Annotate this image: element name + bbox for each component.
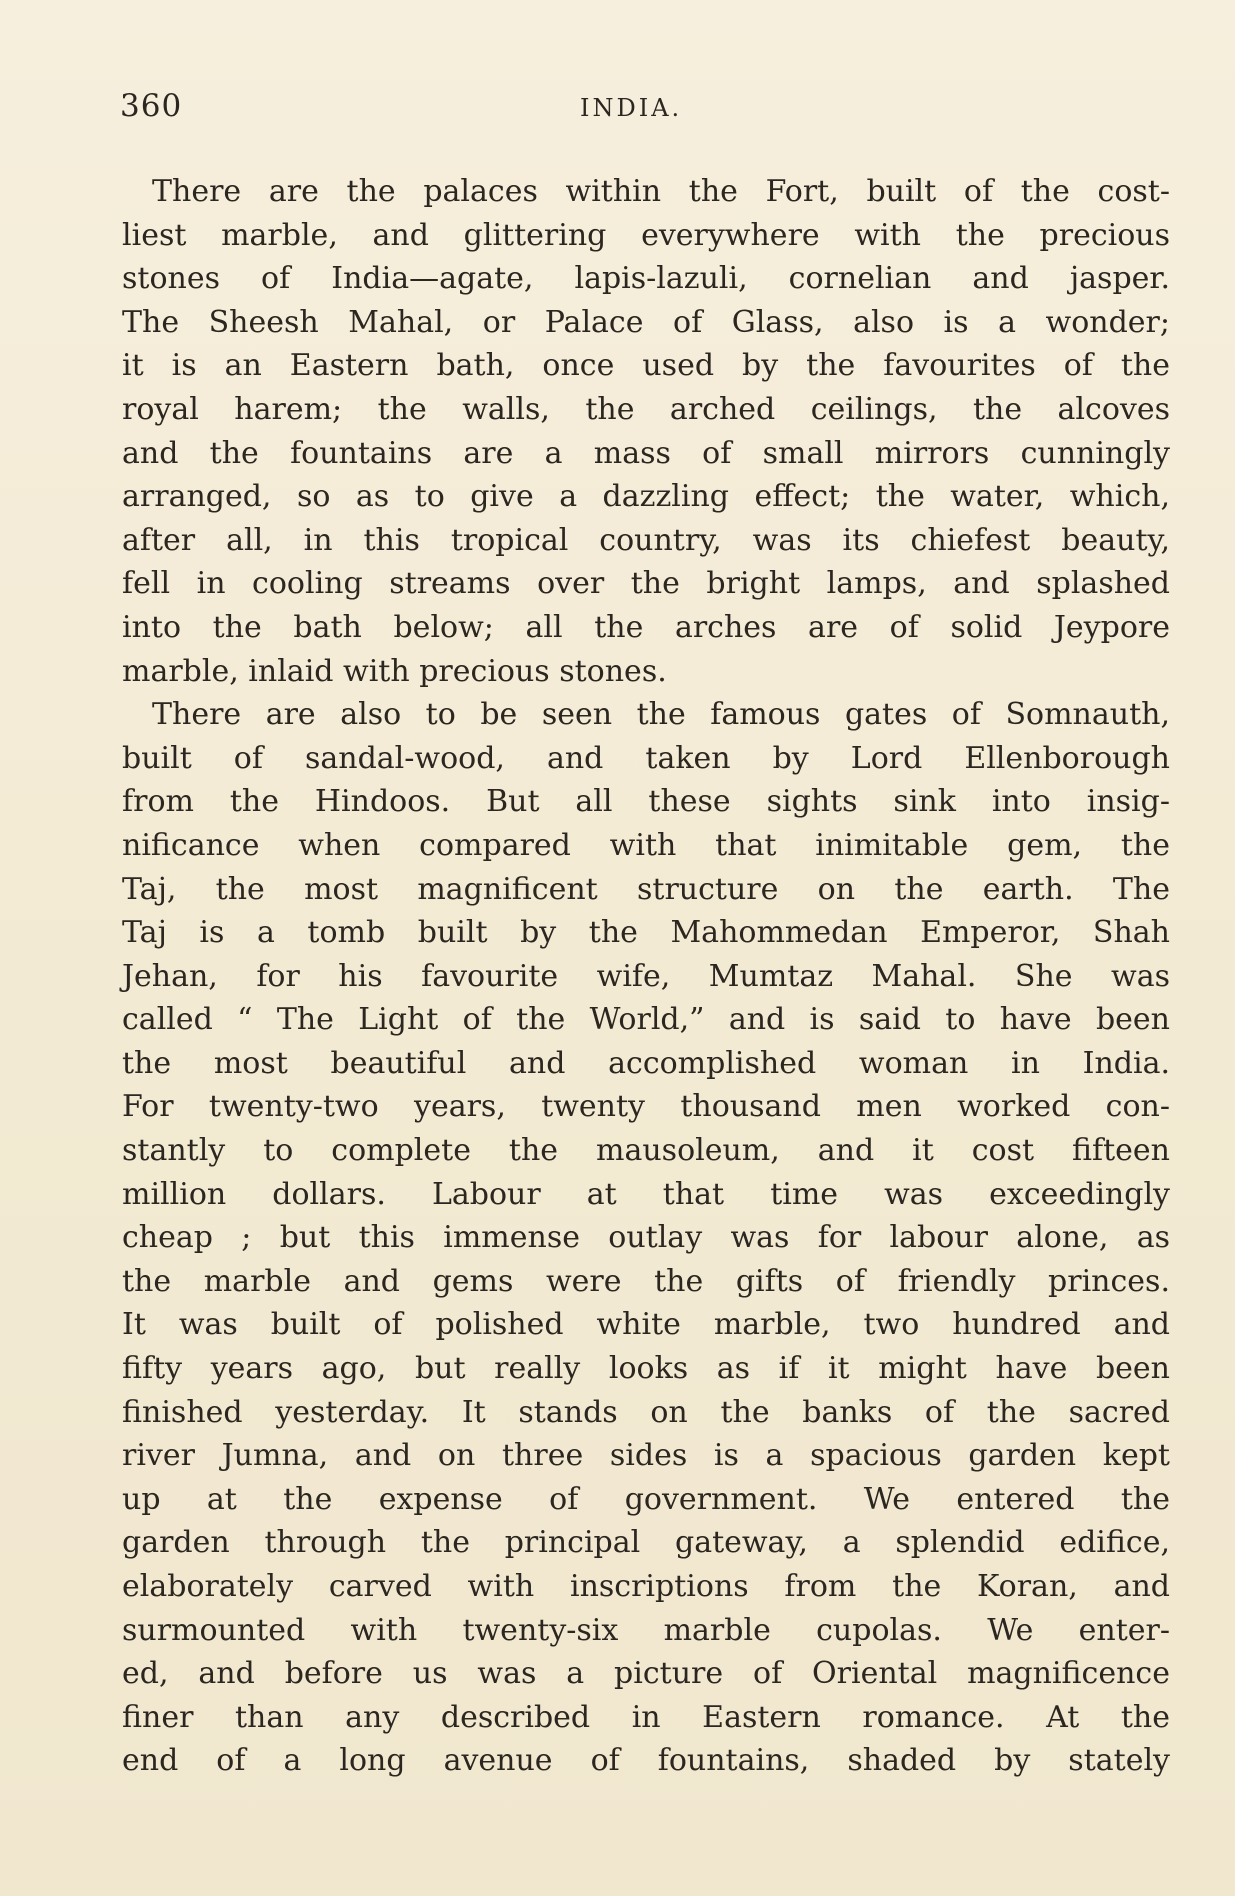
page-number: 360 <box>120 88 183 124</box>
text-line: the marble and gems were the gifts of friendly princes. <box>122 1263 1170 1299</box>
text-line: it is an Eastern bath, once used by the favourites of the <box>122 348 1170 384</box>
text-line: garden through the principal gateway, a splendid edifice, <box>122 1525 1170 1561</box>
text-line: fifty years ago, but really looks as if it might have been <box>122 1351 1170 1387</box>
text-line: river Jumna, and on three sides is a spacious garden kept <box>122 1438 1170 1474</box>
text-line: ed, and before us was a picture of Oriental magnificence <box>122 1656 1170 1692</box>
text-line: the most beautiful and accomplished woman in India. <box>122 1045 1170 1081</box>
text-line: liest marble, and glittering everywhere with the precious <box>122 217 1170 253</box>
text-line: cheap ; but this immense outlay was for labour alone, as <box>122 1220 1170 1256</box>
running-title: INDIA. <box>580 94 683 122</box>
paragraph-palaces <box>122 170 1170 693</box>
text-line: called “ The Light of the World,” and is said to have been <box>122 1002 1170 1038</box>
text-line: Taj is a tomb built by the Mahommedan Emperor, Shah <box>122 915 1170 951</box>
text-line: stantly to complete the mausoleum, and it cost fifteen <box>122 1133 1170 1169</box>
text-line: arranged, so as to give a dazzling effect; the water, which, <box>122 479 1170 515</box>
text-line: million dollars. Labour at that time was exceedingly <box>122 1176 1170 1212</box>
text-line: elaborately carved with inscriptions from the Koran, and <box>122 1569 1170 1604</box>
text-line: built of sandal-wood, and taken by Lord Ellenborough <box>122 740 1170 776</box>
text-line: There are the palaces within the Fort, built of the cost- <box>152 174 1170 209</box>
text-line: The Sheesh Mahal, or Palace of Glass, also is a wonder; <box>122 304 1170 340</box>
text-line: surmounted with twenty-six marble cupolas. We enter- <box>122 1612 1170 1648</box>
text-line: end of a long avenue of fountains, shaded by stately <box>122 1743 1170 1779</box>
text-line: finished yesterday. It stands on the banks of the sacred <box>122 1394 1170 1430</box>
body-text <box>122 170 1170 1783</box>
text-line: Taj, the most magnificent structure on the earth. The <box>122 871 1170 907</box>
text-line: after all, in this tropical country, was its chiefest beauty, <box>122 522 1170 558</box>
text-line: fell in cooling streams over the bright lamps, and splashed <box>122 566 1170 602</box>
text-line: It was built of polished white marble, two hundred and <box>122 1307 1170 1343</box>
text-line: There are also to be seen the famous gates of Somnauth, <box>152 697 1170 733</box>
running-head <box>120 88 1170 128</box>
text-line: For twenty-two years, twenty thousand men worked con- <box>122 1089 1170 1125</box>
paragraph-taj <box>122 693 1170 1783</box>
text-line: royal harem; the walls, the arched ceilings, the alcoves <box>122 391 1170 427</box>
text-line: from the Hindoos. But all these sights sink into insig- <box>122 784 1170 820</box>
text-line: stones of India—agate, lapis-lazuli, cornelian and jasper. <box>122 261 1170 297</box>
text-line: finer than any described in Eastern romance. At the <box>122 1699 1170 1735</box>
text-line: up at the expense of government. We entered the <box>122 1481 1170 1517</box>
text-line: marble, inlaid with precious stones. <box>122 653 667 689</box>
text-line: and the fountains are a mass of small mirrors cunningly <box>122 435 1170 471</box>
text-line: nificance when compared with that inimitable gem, the <box>122 827 1170 863</box>
text-line: into the bath below; all the arches are of solid Jeypore <box>122 609 1170 645</box>
text-line: Jehan, for his favourite wife, Mumtaz Mahal. She was <box>122 958 1170 994</box>
